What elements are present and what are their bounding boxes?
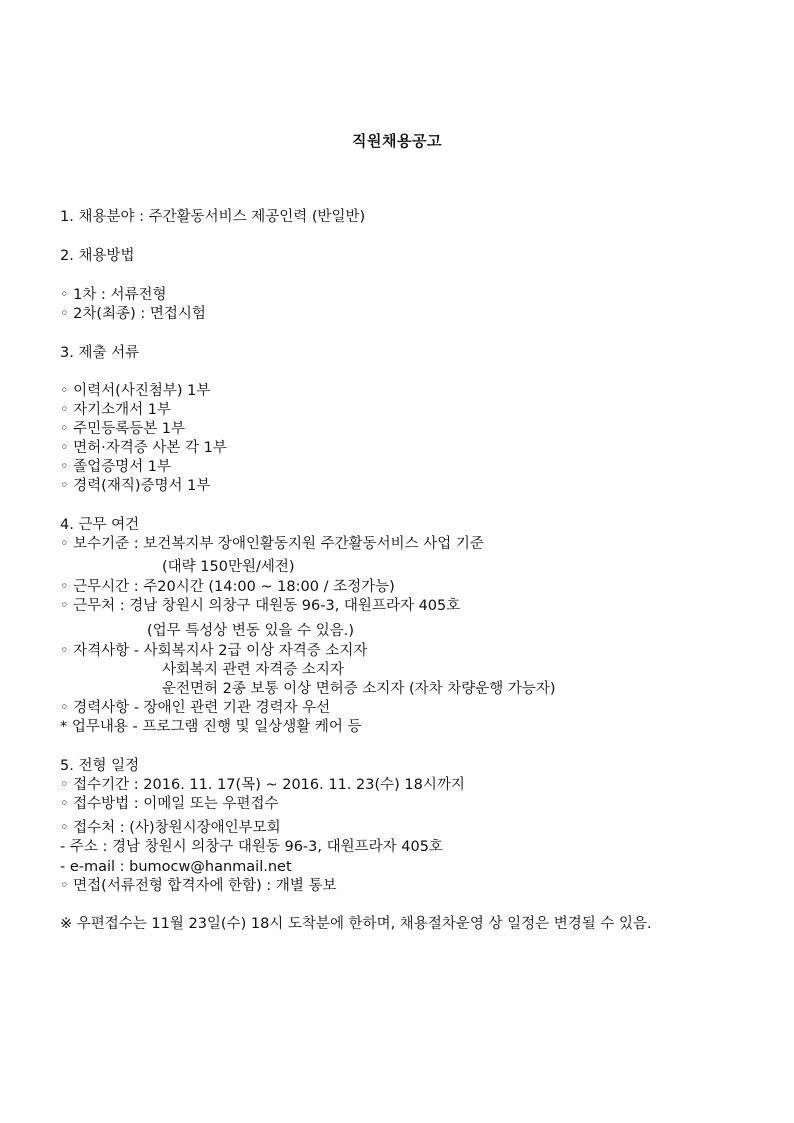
section3-item: ◦ 주민등록등본 1부 (60, 421, 186, 437)
footnote: ※ 우편접수는 11월 23일(수) 18시 도착분에 한하며, 채용절차운영 상 일정은 변경될 수 있음. (60, 916, 652, 932)
section3-heading: 3. 제출 서류 (60, 345, 140, 361)
location-note: (업무 특성상 변동 있을 수 있음.) (147, 623, 355, 639)
qualification-3: 운전면허 2종 보통 이상 면허증 소지자 (자차 차량운행 가능자) (162, 681, 556, 697)
section2-heading: 2. 채용방법 (60, 248, 135, 264)
document-title: 직원채용공고 (352, 132, 442, 150)
duties: * 업무내용 - 프로그램 진행 및 일상생활 케어 등 (60, 719, 362, 735)
qualification: ◦ 자격사항 - 사회복지사 2급 이상 자격증 소지자 (60, 643, 368, 659)
interview-notice: ◦ 면접(서류전형 합격자에 한함) : 개별 통보 (60, 878, 337, 894)
work-location: ◦ 근무처 : 경남 창원시 의창구 대원동 96-3, 대원프라자 405호 (60, 598, 461, 614)
section1-heading: 1. 채용분야 : 주간활동서비스 제공인력 (반일반) (60, 209, 366, 225)
pay-standard: ◦ 보수기준 : 보건복지부 장애인활동지원 주간활동서비스 사업 기준 (60, 536, 484, 552)
qualification-2: 사회복지 관련 자격증 소지자 (162, 662, 344, 678)
section3-item: ◦ 경력(재직)증명서 1부 (60, 478, 211, 494)
section3-item: ◦ 이력서(사진첨부) 1부 (60, 383, 211, 399)
work-hours: ◦ 근무시간 : 주20시간 (14:00 ~ 18:00 / 조정가능) (60, 579, 395, 595)
application-period: ◦ 접수기간 : 2016. 11. 17(목) ~ 2016. 11. 23(수) 18시까지 (60, 777, 465, 793)
section3-item: ◦ 자기소개서 1부 (60, 402, 172, 418)
section2-item: ◦ 2차(최종) : 면접시험 (60, 306, 206, 322)
application-address: - 주소 : 경남 창원시 의창구 대원동 96-3, 대원프라자 405호 (60, 839, 443, 855)
section5-heading: 5. 전형 일정 (60, 758, 140, 774)
section4-heading: 4. 근무 여건 (60, 517, 140, 533)
pay-detail: (대략 150만원/세전) (162, 559, 295, 575)
section3-item: ◦ 졸업증명서 1부 (60, 459, 172, 475)
experience: ◦ 경력사항 - 장애인 관련 기관 경력자 우선 (60, 700, 331, 716)
application-recipient: ◦ 접수처 : (사)창원시장애인부모회 (60, 820, 281, 836)
section2-item: ◦ 1차 : 서류전형 (60, 287, 167, 303)
application-method: ◦ 접수방법 : 이메일 또는 우편접수 (60, 796, 279, 812)
section3-item: ◦ 면허·자격증 사본 각 1부 (60, 440, 227, 456)
application-email: - e-mail : bumocw@hanmail.net (60, 859, 292, 875)
